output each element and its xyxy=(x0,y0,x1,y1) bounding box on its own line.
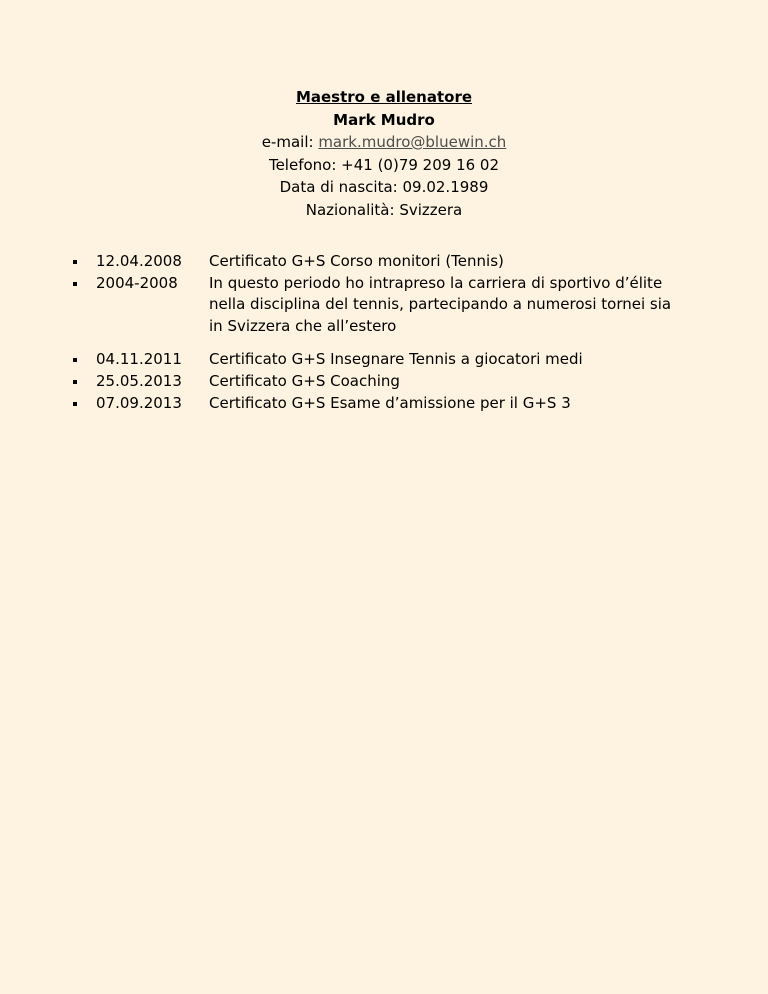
email-line xyxy=(0,131,768,154)
entry-description: Certificato G+S Coaching xyxy=(209,371,400,390)
square-bullet-icon xyxy=(70,349,96,371)
nationality-line: Nazionalità: Svizzera xyxy=(305,200,463,219)
person-name: Mark Mudro xyxy=(333,110,435,129)
list-item xyxy=(70,273,710,338)
email-link[interactable]: mark.mudro@bluewin.ch xyxy=(318,133,507,151)
birthdate-line: Data di nascita: 09.02.1989 xyxy=(279,178,489,196)
list-item xyxy=(70,393,710,415)
career-list xyxy=(70,251,710,414)
entry-description: Certificato G+S Corso monitori (Tennis) xyxy=(209,252,504,270)
square-bullet-icon xyxy=(70,371,96,393)
document-title: Maestro e allenatore xyxy=(295,88,473,106)
list-item xyxy=(70,349,710,371)
cv-header xyxy=(0,86,768,221)
entry-date: 07.09.2013 xyxy=(96,393,182,412)
square-bullet-icon xyxy=(70,251,96,273)
entry-description: Certificato G+S Insegnare Tennis a giocatori medi xyxy=(209,350,583,369)
phone-line: Telefono: +41 (0)79 209 16 02 xyxy=(268,155,500,174)
email-label: e-mail: xyxy=(261,133,319,151)
entry-date: 25.05.2013 xyxy=(96,371,182,390)
list-item xyxy=(70,371,710,393)
entry-description: In questo periodo ho intrapreso la carriera di sportivo d’élite nella disciplina del tennis, partecipando a numerosi tornei sia in Svizzera che all’estero xyxy=(209,273,672,335)
square-bullet-icon xyxy=(70,273,96,338)
square-bullet-icon xyxy=(70,393,96,415)
entry-date: 2004-2008 xyxy=(96,273,178,292)
list-item xyxy=(70,251,710,273)
entry-date: 04.11.2011 xyxy=(96,350,182,369)
entry-description: Certificato G+S Esame d’amissione per il G+S 3 xyxy=(209,393,571,412)
entry-date: 12.04.2008 xyxy=(96,252,182,270)
